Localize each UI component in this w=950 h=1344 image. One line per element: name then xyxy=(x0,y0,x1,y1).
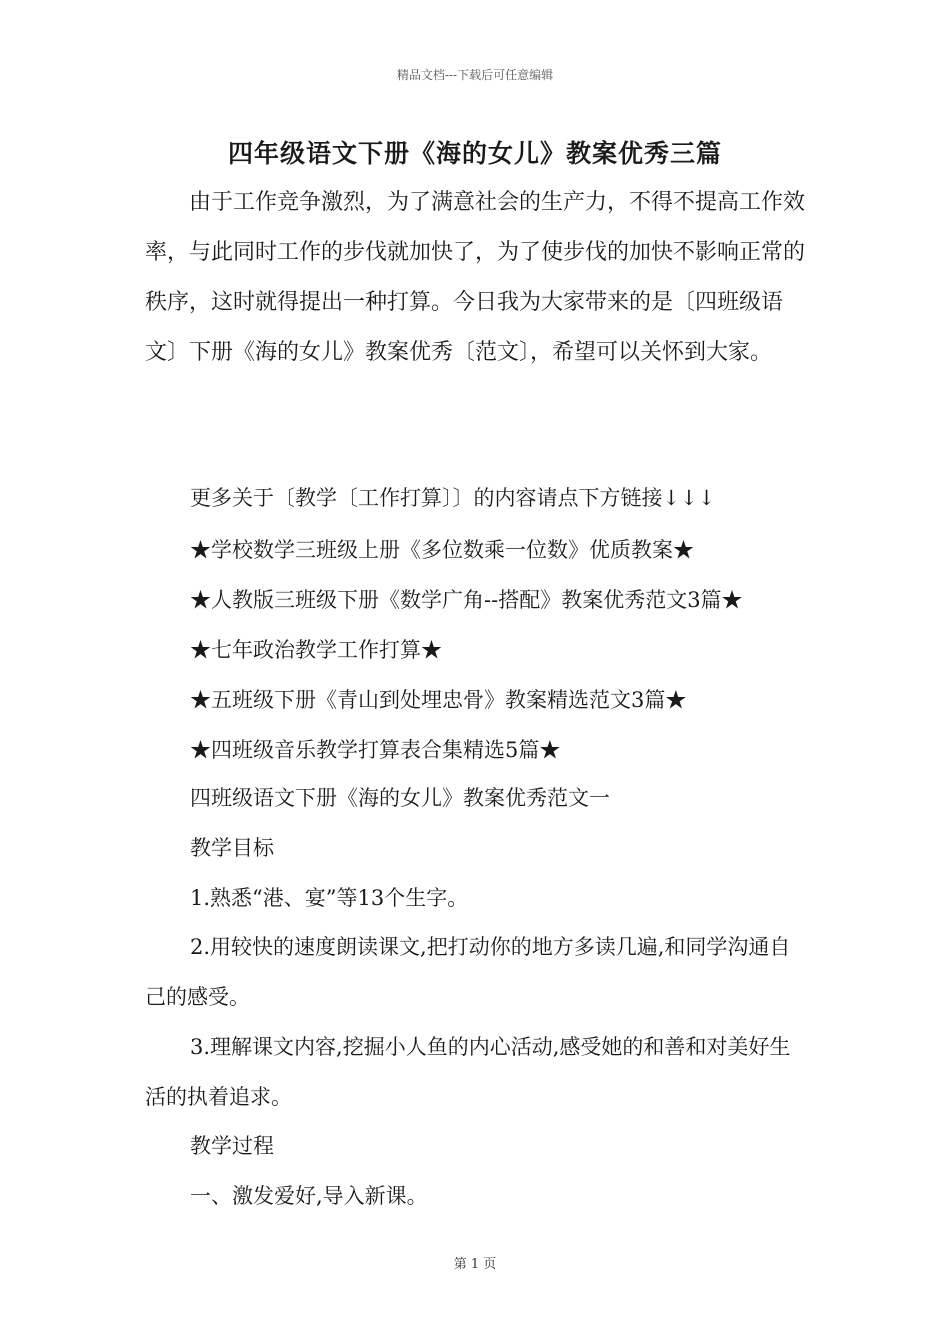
page-number: 第 1 页 xyxy=(453,1257,497,1272)
goal-item-3: 3.理解课文内容,挖掘小人鱼的内心活动,感受她的和善和对美好生活的执着追求。 xyxy=(145,1035,791,1109)
related-link-2[interactable]: ★人教版三班级下册《数学广角--搭配》教案优秀范文3篇★ xyxy=(190,588,743,612)
related-link-1[interactable]: ★学校数学三班级上册《多位数乘一位数》优质教案★ xyxy=(190,538,694,562)
goal-item-1: 1.熟悉“港、宴”等13个生字。 xyxy=(190,886,469,910)
process-heading: 教学过程 xyxy=(190,1134,274,1158)
related-link-3[interactable]: ★七年政治教学工作打算★ xyxy=(190,638,442,662)
intro-paragraph: 由于工作竞争激烈，为了满意社会的生产力，不得不提高工作效率，与此同时工作的步伐就加快了，为了使步伐的加快不影响正常的秩序，这时就得提出一种打算。今日我为大家带来的是〔四班级语文〕下册《海的女儿》教案优秀〔范文〕，希望可以关怀到大家。 xyxy=(145,190,806,365)
document-title: 四年级语文下册《海的女儿》教案优秀三篇 xyxy=(227,139,722,168)
process-step-1: 一、激发爱好,导入新课。 xyxy=(190,1184,428,1208)
related-link-4[interactable]: ★五班级下册《青山到处埋忠骨》教案精选范文3篇★ xyxy=(190,688,687,712)
goals-heading: 教学目标 xyxy=(190,836,274,860)
related-link-5[interactable]: ★四班级音乐教学打算表合集精选5篇★ xyxy=(190,738,561,762)
more-links-intro: 更多关于〔教学〔工作打算〕〕的内容请点下方链接↓↓↓ xyxy=(190,486,716,510)
goal-item-2: 2.用较快的速度朗读课文,把打动你的地方多读几遍,和同学沟通自己的感受。 xyxy=(145,935,791,1009)
page-header: 精品文档---下载后可任意编辑 xyxy=(396,68,554,82)
section-title: 四班级语文下册《海的女儿》教案优秀范文一 xyxy=(190,786,610,810)
